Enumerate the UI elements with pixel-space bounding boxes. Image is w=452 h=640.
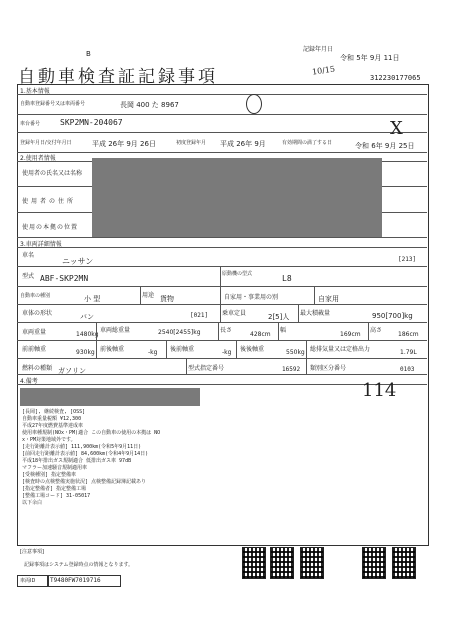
fuel-label: 燃料の種類 bbox=[22, 365, 53, 372]
rear-rear-axle-label: 後後軸重 bbox=[240, 346, 265, 353]
remark-line: [受検種別] 指定整備車 bbox=[22, 472, 77, 478]
car-id-label: 車両ID bbox=[20, 578, 36, 584]
qr-code bbox=[270, 547, 294, 579]
section4-title: 4.備考 bbox=[20, 378, 38, 385]
spec-number-label: 型式指定番号 bbox=[188, 365, 225, 372]
first-reg-value: 平成 26年 9月 26日 bbox=[92, 140, 156, 148]
section1-title: 1.基本情報 bbox=[20, 88, 50, 95]
length-value: 428cm bbox=[250, 331, 271, 338]
body-shape-label: 車体の形状 bbox=[22, 310, 53, 317]
front-rear-axle-value: -kg bbox=[148, 349, 158, 356]
model-value: ABF-SKP2MN bbox=[40, 274, 89, 283]
model-label: 型式 bbox=[22, 273, 35, 280]
rear-front-axle-label: 後前軸重 bbox=[170, 346, 195, 353]
length-label: 長さ bbox=[220, 327, 233, 334]
use-label: 用途 bbox=[142, 292, 155, 299]
weight-label: 車両重量 bbox=[22, 329, 47, 336]
qr-code bbox=[300, 547, 324, 579]
expiry-label: 有効期間の満了する日 bbox=[282, 140, 333, 146]
qr-code bbox=[242, 547, 266, 579]
vin-label: 車台番号 bbox=[20, 121, 41, 127]
document-number: 312230177065 bbox=[370, 74, 421, 82]
base-location-label: 使用の本拠の位置 bbox=[22, 224, 79, 231]
rear-rear-axle-value: 550kg bbox=[286, 349, 305, 356]
private-value: 自家用 bbox=[318, 295, 339, 303]
remark-line: 使用車種規制(NOx・PM)適合 この自動車の使用の本拠は NO bbox=[22, 430, 161, 436]
width-value: 169cm bbox=[340, 331, 361, 338]
displacement-label: 総排気量又は定格出力 bbox=[310, 346, 371, 353]
remarks-block bbox=[22, 409, 160, 507]
remark-line: 平成18年排出ガス規制適合 低排出ガス車 97dB bbox=[22, 458, 132, 464]
vin-value: SKP2MN-204067 bbox=[60, 118, 123, 127]
engine-value: L8 bbox=[282, 274, 292, 283]
first-year-value: 平成 26年 9月 bbox=[220, 140, 266, 148]
front-front-axle-label: 前前軸重 bbox=[22, 346, 47, 353]
user-address-label: 使用者の住所 bbox=[22, 198, 77, 205]
remark-line: 平成27年度燃費基準達成車 bbox=[22, 423, 84, 429]
maker-value: ニッサン bbox=[62, 257, 94, 266]
max-load-value: 950[700]kg bbox=[372, 312, 413, 320]
remark-line: x・PM対策地域外です。 bbox=[22, 437, 76, 443]
section3-title: 3.車両詳細情報 bbox=[20, 241, 62, 248]
use-value: 貨物 bbox=[160, 295, 174, 303]
gross-weight-label: 車両総重量 bbox=[100, 327, 131, 334]
fuel-value: ガソリン bbox=[58, 367, 86, 375]
front-front-axle-value: 930kg bbox=[76, 349, 95, 356]
reg-number-value: 長岡 400 た 8967 bbox=[120, 101, 179, 109]
form-mark: B bbox=[86, 50, 91, 58]
height-label: 高さ bbox=[370, 327, 383, 334]
redacted-remark bbox=[20, 388, 200, 406]
capacity-value: 2[5]人 bbox=[268, 313, 290, 321]
front-rear-axle-label: 前後軸重 bbox=[100, 346, 125, 353]
user-name-label: 使用者の氏名又は名称 bbox=[22, 170, 83, 177]
remark-line: [検査時の点検整備実施状況] 点検整備記録簿記載あり bbox=[22, 479, 147, 485]
displacement-value: 1.79L bbox=[400, 349, 417, 356]
document-title: 自動車検査証記録事項 bbox=[18, 67, 218, 87]
reg-number-label: 自動車登録番号又は車両番号 bbox=[20, 101, 86, 107]
car-id-value: T9480FW7019716 bbox=[50, 577, 101, 584]
record-date: 令和 5年 9月 11日 bbox=[340, 54, 400, 62]
handwritten-note: 114 bbox=[362, 380, 397, 401]
capacity-label: 乗車定員 bbox=[222, 310, 247, 317]
remark-line: 自動車重量税額 ¥12,300 bbox=[22, 416, 82, 422]
rear-front-axle-value: -kg bbox=[222, 349, 232, 356]
remark-line: [走行距離計表示値] 111,900km(令和5年9月11日) bbox=[22, 444, 142, 450]
maker-label: 車名 bbox=[22, 252, 35, 259]
expiry-value: 令和 6年 9月 25日 bbox=[355, 142, 415, 150]
maker-code: [213] bbox=[398, 256, 417, 263]
height-value: 186cm bbox=[398, 331, 419, 338]
first-year-label: 初度登録年月 bbox=[176, 140, 207, 146]
vehicle-type-label: 自動車の種別 bbox=[20, 293, 51, 299]
body-shape-value: バン bbox=[80, 313, 94, 321]
qr-code bbox=[392, 547, 416, 579]
max-load-label: 最大積載量 bbox=[300, 310, 331, 317]
handwritten-x-mark: X bbox=[390, 118, 403, 139]
spec-number-value: 16592 bbox=[282, 366, 301, 373]
section2-title: 2.使用者情報 bbox=[20, 155, 56, 162]
engine-label: 原動機の型式 bbox=[222, 271, 253, 277]
weight-value: 1480kg bbox=[76, 331, 99, 338]
record-date-label: 記録年月日 bbox=[303, 46, 334, 53]
class-number-label: 類別区分番号 bbox=[310, 365, 347, 372]
handwritten-date: 10/15 bbox=[311, 64, 336, 77]
caution-title: [注意事項] bbox=[20, 549, 44, 555]
class-number-value: 0103 bbox=[400, 366, 415, 373]
body-shape-code: [021] bbox=[190, 312, 209, 319]
remark-line: [整備工場コード] 31-05017 bbox=[22, 493, 91, 499]
remark-line: 以下余白 bbox=[22, 500, 43, 506]
remark-line: マフラー加速騒音規制適用車 bbox=[22, 465, 88, 471]
width-label: 幅 bbox=[280, 327, 287, 334]
caution-text: 記録事項はシステム登録時点の情報となります。 bbox=[24, 562, 134, 568]
remark-line: [長岡], 継続検査, [OSS] bbox=[22, 409, 86, 415]
private-label: 自家用・事業用の別 bbox=[224, 294, 279, 301]
qr-code bbox=[362, 547, 386, 579]
vehicle-type-value: 小 型 bbox=[84, 295, 101, 303]
remark-line: [指定整備者] 指定整備工場 bbox=[22, 486, 87, 492]
first-reg-label: 登録年月日/交付年月日 bbox=[20, 140, 72, 146]
remark-line: [前回走行距離計表示値] 84,600km(令和4年9月14日) bbox=[22, 451, 149, 457]
gross-weight-value: 2540[2455]kg bbox=[158, 329, 201, 336]
redacted-user-info bbox=[92, 158, 382, 238]
handwritten-circle-mark bbox=[246, 94, 262, 114]
